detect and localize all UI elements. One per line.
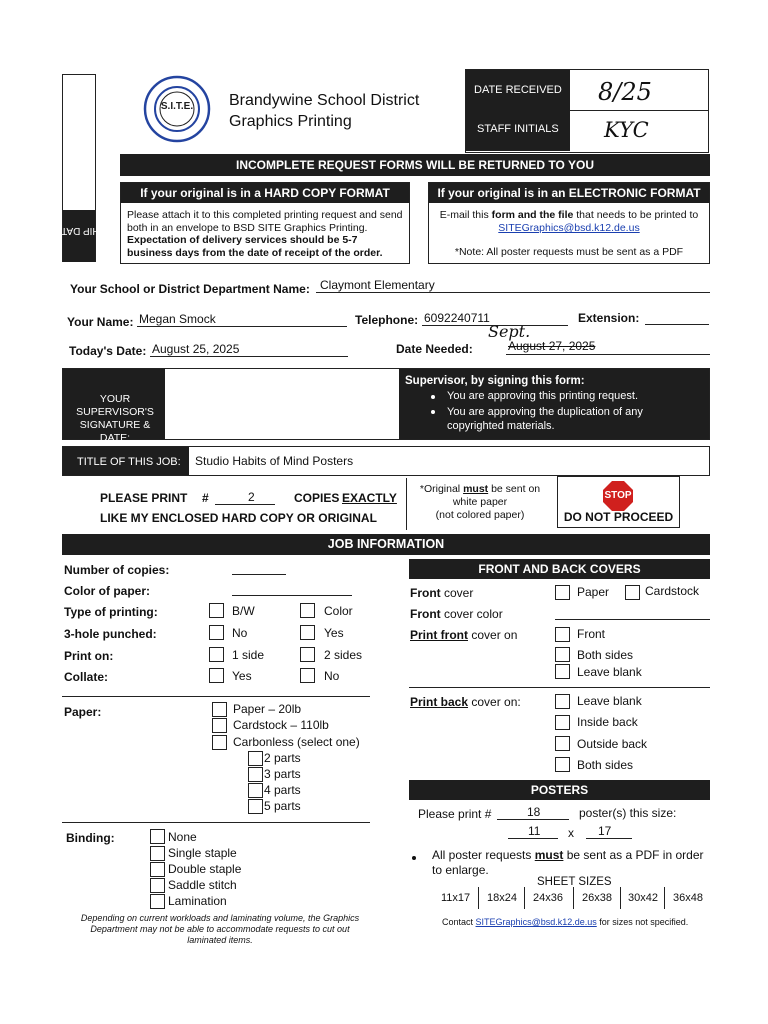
size-x: x: [568, 826, 574, 840]
print-front-front-option: Front: [577, 627, 606, 641]
supervisor-bullet-1: You are approving this printing request.: [447, 390, 638, 402]
hard-copy-text: Please attach it to this completed printing request and send both in an envelope to BSD SITE Graphics Printing.: [127, 209, 403, 234]
parts-2-checkbox[interactable]: [248, 751, 263, 766]
front-paper-checkbox[interactable]: [555, 585, 570, 600]
telephone-field[interactable]: 6092240711: [424, 311, 490, 325]
front-cardstock-checkbox[interactable]: [625, 585, 640, 600]
cardstock-110-option: Cardstock – 110lb: [233, 718, 329, 732]
three-hole-label: 3-hole punched:: [64, 627, 157, 641]
date-needed-value: August 27, 2025: [508, 339, 596, 353]
front-cardstock-option: Cardstock: [645, 584, 700, 598]
back-blank-option: Leave blank: [577, 694, 642, 708]
please-print-posters-label: Please print #: [418, 807, 492, 821]
posters-bar: POSTERS: [409, 780, 710, 800]
poster-height-field[interactable]: 17: [598, 824, 612, 838]
parts-4-option: 4 parts: [264, 783, 301, 797]
color-checkbox[interactable]: [300, 603, 315, 618]
front-cover-label: Front cover: [410, 586, 474, 600]
print-front-both-checkbox[interactable]: [555, 647, 570, 662]
front-cover-color-label: Front cover color: [410, 607, 503, 621]
two-sides-checkbox[interactable]: [300, 647, 315, 662]
size-24x36: 24x36: [533, 892, 563, 904]
parts-5-checkbox[interactable]: [248, 799, 263, 814]
binding-none-checkbox[interactable]: [150, 829, 165, 844]
saddle-stitch-option: Saddle stitch: [168, 878, 237, 892]
job-title-label: TITLE OF THIS JOB:: [77, 456, 181, 468]
electronic-text-bold: form and the file: [491, 209, 574, 221]
stop-box: [557, 476, 680, 528]
collate-yes-checkbox[interactable]: [209, 668, 224, 683]
poster-pdf-note: *Note: All poster requests must be sent as a PDF: [454, 246, 684, 258]
name-field[interactable]: Megan Smock: [139, 312, 216, 326]
date-received-label: DATE RECEIVED: [474, 84, 562, 96]
poster-pdf-requirement: All poster requests must be sent as a PDF in order to enlarge.: [432, 848, 704, 877]
poster-size-label: poster(s) this size:: [579, 806, 677, 820]
print-front-blank-option: Leave blank: [577, 665, 642, 679]
bw-option: B/W: [232, 604, 255, 618]
electronic-box: [428, 182, 710, 264]
collate-no-option: No: [324, 669, 340, 683]
paper-label: Paper:: [64, 705, 102, 719]
one-side-checkbox[interactable]: [209, 647, 224, 662]
size-18x24: 18x24: [487, 892, 517, 904]
hole-yes-checkbox[interactable]: [300, 625, 315, 640]
stop-sign-icon: STOP: [602, 480, 634, 512]
paper-20-checkbox[interactable]: [212, 702, 227, 717]
color-of-paper-label: Color of paper:: [64, 584, 150, 598]
print-front-label: Print front cover on: [410, 628, 518, 642]
site-logo: [143, 75, 211, 143]
type-of-printing-label: Type of printing:: [64, 605, 158, 619]
number-of-copies-label: Number of copies:: [64, 563, 170, 577]
contact-note: Contact SITEGraphics@bsd.k12.de.us for sizes not specified.: [442, 917, 689, 927]
bw-checkbox[interactable]: [209, 603, 224, 618]
size-30x42: 30x42: [628, 892, 658, 904]
name-label: Your Name:: [67, 315, 134, 329]
please-print-line2: LIKE MY ENCLOSED HARD COPY OR ORIGINAL: [100, 511, 377, 525]
lamination-option: Lamination: [168, 894, 227, 908]
two-sides-option: 2 sides: [324, 648, 363, 662]
ship-date-tab: [51, 74, 107, 262]
one-side-option: 1 side: [232, 648, 265, 662]
carbonless-checkbox[interactable]: [212, 735, 227, 750]
double-staple-option: Double staple: [168, 862, 242, 876]
size-36x48: 36x48: [673, 892, 703, 904]
poster-count-field[interactable]: 18: [527, 805, 541, 819]
outside-back-checkbox[interactable]: [555, 736, 570, 751]
collate-label: Collate:: [64, 670, 109, 684]
lamination-checkbox[interactable]: [150, 894, 165, 909]
parts-5-option: 5 parts: [264, 799, 301, 813]
date-received-value[interactable]: 8/25: [598, 78, 652, 106]
org-line-2: Graphics Printing: [229, 113, 352, 130]
school-label: Your School or District Department Name:: [70, 282, 310, 296]
print-front-front-checkbox[interactable]: [555, 627, 570, 642]
logo-text: S.I.T.E.: [160, 101, 194, 112]
copies-label: COPIES: [294, 491, 340, 505]
hard-copy-bold: Expectation of delivery services should be 5-7 business days from the date of receipt of the order.: [127, 234, 383, 259]
parts-4-checkbox[interactable]: [248, 783, 263, 798]
supervisor-title: Supervisor, by signing this form:: [405, 375, 585, 387]
back-both-option: Both sides: [577, 758, 634, 772]
collate-no-checkbox[interactable]: [300, 668, 315, 683]
sheet-sizes-label: SHEET SIZES: [537, 876, 612, 888]
paper-20-option: Paper – 20lb: [233, 702, 302, 716]
job-title-box: [62, 446, 710, 476]
today-date-field[interactable]: August 25, 2025: [152, 342, 240, 356]
date-needed-label: Date Needed:: [396, 342, 473, 356]
hash-symbol: #: [202, 491, 209, 505]
electronic-text-post: that needs to be printed to: [576, 209, 699, 221]
parts-3-checkbox[interactable]: [248, 767, 263, 782]
covers-bar: FRONT AND BACK COVERS: [409, 559, 710, 579]
staff-initials-value[interactable]: KYC: [604, 118, 649, 142]
hole-no-checkbox[interactable]: [209, 625, 224, 640]
supervisor-signature-label: YOUR SUPERVISOR'S SIGNATURE & DATE:: [76, 393, 154, 444]
print-front-blank-checkbox[interactable]: [555, 664, 570, 679]
poster-width-field[interactable]: 11: [528, 824, 541, 838]
do-not-proceed: DO NOT PROCEED: [563, 510, 674, 524]
collate-yes-option: Yes: [232, 669, 252, 683]
back-blank-checkbox[interactable]: [555, 694, 570, 709]
ship-date-label: SHIP DATE:: [51, 225, 107, 236]
exactly-label: EXACTLY: [342, 491, 397, 505]
org-line-1: Brandywine School District: [229, 92, 420, 109]
today-date-label: Today's Date:: [69, 344, 147, 358]
please-print-line1: PLEASE PRINT: [100, 491, 188, 505]
copies-count-field[interactable]: 2: [248, 490, 255, 504]
front-paper-option: Paper: [577, 585, 610, 599]
supervisor-box: [62, 368, 710, 444]
supervisor-signature-field[interactable]: [166, 369, 398, 439]
print-front-both-option: Both sides: [577, 648, 634, 662]
hole-yes-option: Yes: [324, 626, 344, 640]
electronic-title: If your original is in an ELECTRONIC FORMAT: [429, 183, 709, 203]
size-11x17: 11x17: [441, 892, 471, 904]
date-needed-correction: Sept.: [488, 322, 531, 341]
staff-initials-label: STAFF INITIALS: [477, 123, 559, 135]
print-back-label: Print back cover on:: [410, 695, 521, 709]
telephone-label: Telephone:: [355, 313, 419, 327]
laminate-note: Depending on current workloads and laminating volume, the Graphics Department may not be able to accommodate requests to cut out laminated items.: [80, 913, 360, 945]
extension-label: Extension:: [578, 311, 640, 325]
inside-back-option: Inside back: [577, 715, 638, 729]
saddle-stitch-checkbox[interactable]: [150, 878, 165, 893]
carbonless-option: Carbonless (select one): [233, 735, 360, 749]
hard-copy-box: [120, 182, 410, 264]
size-26x38: 26x38: [582, 892, 612, 904]
binding-label: Binding:: [66, 831, 115, 845]
electronic-email-link[interactable]: SITEGraphics@bsd.k12.de.us: [498, 222, 640, 234]
inside-back-checkbox[interactable]: [555, 715, 570, 730]
date-needed-field[interactable]: [508, 339, 595, 353]
parts-3-option: 3 parts: [264, 767, 301, 781]
hole-no-option: No: [232, 626, 248, 640]
binding-none-option: None: [168, 830, 197, 844]
supervisor-bullet-2: You are approving the duplication of any copyrighted materials.: [447, 406, 643, 432]
job-info-bar: JOB INFORMATION: [62, 534, 710, 555]
office-use-box: [465, 69, 709, 153]
single-staple-option: Single staple: [168, 846, 237, 860]
cardstock-110-checkbox[interactable]: [212, 718, 227, 733]
single-staple-checkbox[interactable]: [150, 846, 165, 861]
incomplete-banner: INCOMPLETE REQUEST FORMS WILL BE RETURNED TO YOU: [120, 154, 710, 176]
number-of-copies-field[interactable]: [232, 574, 286, 575]
front-cover-color-field[interactable]: [555, 619, 710, 620]
outside-back-option: Outside back: [577, 737, 648, 751]
original-note: *Original must be sent on white paper (not colored paper): [419, 483, 541, 521]
double-staple-checkbox[interactable]: [150, 862, 165, 877]
color-option: Color: [324, 604, 353, 618]
hard-copy-title: If your original is in a HARD COPY FORMAT: [121, 183, 409, 203]
back-both-checkbox[interactable]: [555, 757, 570, 772]
contact-email-link[interactable]: SITEGraphics@bsd.k12.de.us: [475, 917, 597, 927]
electronic-text-pre: E-mail this: [439, 209, 489, 221]
parts-2-option: 2 parts: [264, 751, 301, 765]
job-title-field[interactable]: Studio Habits of Mind Posters: [195, 454, 354, 468]
school-field[interactable]: Claymont Elementary: [320, 278, 435, 292]
color-of-paper-field[interactable]: [232, 595, 352, 596]
print-on-label: Print on:: [64, 649, 114, 663]
